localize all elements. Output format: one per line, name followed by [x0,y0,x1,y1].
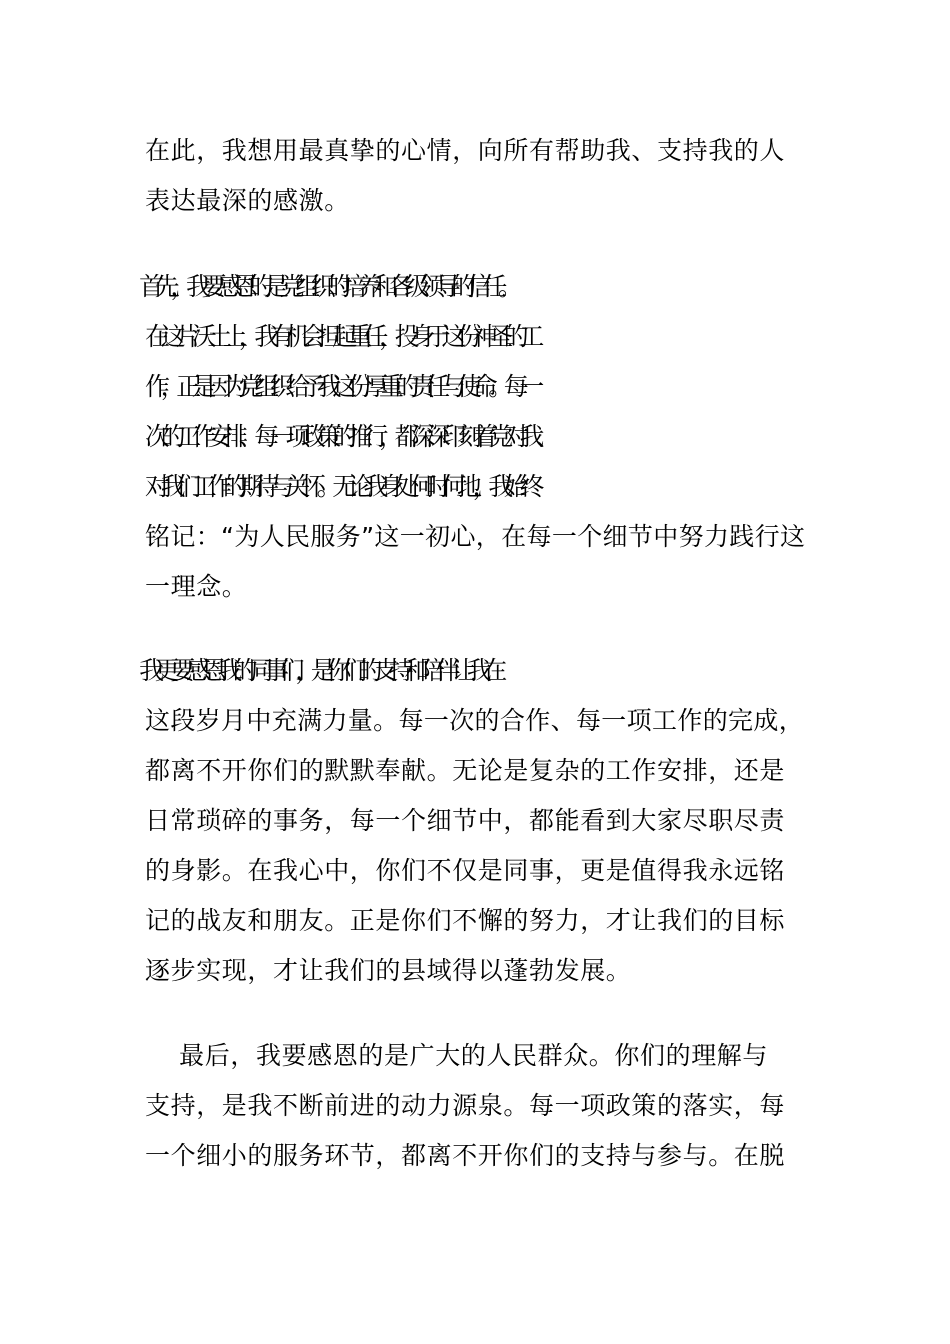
text-line: 在这片沃土上，我有机会担起重任，投身于这份神圣的工 [145,322,536,351]
text-line: 次的工作安排、每一项政策的推行，都深深印刻着党对我、 [145,422,551,451]
text-line: 都离不开你们的默默奉献。无论是复杂的工作安排，还是 [145,756,786,785]
paragraph-party-organization [145,262,805,612]
text-line: 支持，是我不断前进的动力源泉。每一项政策的落实，每 [145,1091,786,1120]
text-line: 铭记：“为人民服务”这一初心，在每一个细节中努力践行这 [145,522,806,551]
text-line: 首先，我要感恩的是党组织的培养和各级领导的信任。 [145,272,514,301]
text-line: 在此，我想用最真挚的心情，向所有帮助我、支持我的人 [145,136,786,165]
text-line: 日常琐碎的事务，每一个细节中，都能看到大家尽职尽责 [145,806,786,835]
text-line: 最后，我要感恩的是广大的人民群众。你们的理解与 [145,1041,768,1070]
text-line: 表达最深的感激。 [145,186,350,215]
text-line: 我更要感恩我的同事们，是你们的支持和陪伴让我在 [145,656,498,685]
text-line: 对我们工作的期待与关怀。无论我身处何时何地，我始终 [145,472,536,501]
text-line: 作，正是因为党组织给予我这份厚重的责任与使命。每一 [145,372,536,401]
paragraph-colleagues [145,646,804,996]
paragraph-people [145,1031,785,1181]
text-line: 一个细小的服务环节，都离不开你们的支持与参与。在脱 [145,1141,786,1170]
text-line: 逐步实现，才让我们的县域得以蓬勃发展。 [145,956,632,985]
text-line: 的身影。在我心中，你们不仅是同事，更是值得我永远铭 [145,856,786,885]
paragraph-gratitude-intro [145,126,785,226]
text-line: 一理念。 [145,572,248,601]
text-line: 记的战友和朋友。正是你们不懈的努力，才让我们的目标 [145,906,786,935]
text-line: 这段岁月中充满力量。每一次的合作、每一项工作的完成， [145,706,805,735]
